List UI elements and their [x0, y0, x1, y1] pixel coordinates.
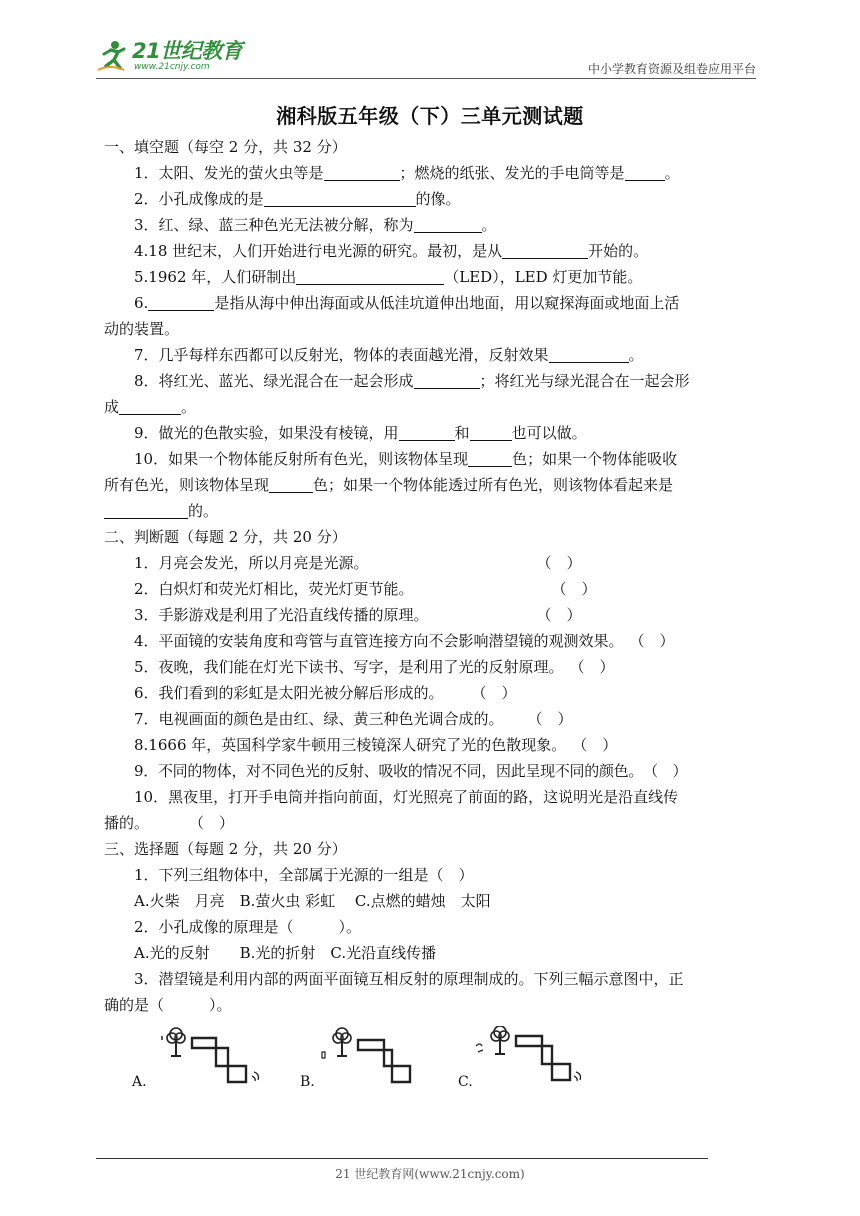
question-text: 9．不同的物体，对不同色光的反射、吸收的情况不同，因此呈现不同的颜色。 [134, 762, 644, 780]
answer-paren[interactable]: （ ） [189, 814, 235, 832]
judge-item [104, 706, 764, 732]
question-text: 10．如果一个物体能反射所有色光，则该物体呈现 [134, 450, 469, 468]
question-text: 3．红、绿、蓝三种色光无法被分解，称为 [134, 216, 414, 234]
answer-blank[interactable] [264, 189, 416, 207]
question-10 [104, 446, 764, 472]
question-text: 成 [104, 398, 120, 416]
question-text: 开始的。 [588, 242, 649, 260]
answer-blank[interactable] [470, 423, 512, 441]
question-text: 。 [664, 164, 680, 182]
figure-label-a[interactable]: A. [132, 1074, 147, 1090]
question-text: 2．白炽灯和荧光灯相比，荧光灯更节能。 [134, 580, 414, 598]
question-text: 5．夜晚，我们能在灯光下读书、写字，是利用了光的反射原理。 [134, 658, 564, 676]
question-text: 5.1962 年，人们研制出 [134, 268, 297, 286]
question-5 [104, 264, 764, 290]
answer-paren[interactable]: （ ） [569, 658, 615, 676]
choice-question-1: 1．下列三组物体中，全部属于光源的一组是（ ） [134, 866, 474, 884]
question-text: 。 [628, 346, 644, 364]
platform-label: 中小学教育资源及组卷应用平台 [587, 62, 756, 76]
periscope-diagram-b-icon[interactable] [318, 1026, 428, 1088]
answer-blank[interactable] [414, 215, 482, 233]
answer-paren[interactable]: （ ） [629, 632, 675, 650]
question-text: 3．手影游戏是利用了光沿直线传播的原理。 [134, 606, 429, 624]
question-6-cont: 动的装置。 [104, 320, 180, 338]
question-6 [104, 290, 764, 316]
footer-source[interactable]: 21 世纪教育网(www.21cnjy.com) [335, 1167, 525, 1181]
question-text: 9．做光的色散实验，如果没有棱镜，用 [134, 424, 399, 442]
answer-paren[interactable]: （ ） [551, 580, 597, 598]
answer-blank[interactable] [148, 293, 214, 311]
judge-item [104, 680, 764, 706]
question-10-cont [104, 472, 764, 498]
question-text: 。 [181, 398, 197, 416]
answer-blank[interactable] [414, 371, 480, 389]
page-title: 湘科版五年级（下）三单元测试题 [276, 104, 584, 128]
footer-divider [96, 1158, 708, 1159]
question-text: 1．太阳、发光的萤火虫等是 [134, 164, 324, 182]
question-text: 色；如果一个物体能吸收 [512, 450, 678, 468]
question-9 [104, 420, 764, 446]
question-text: 6．我们看到的彩虹是太阳光被分解后形成的。 [134, 684, 444, 702]
judge-item [104, 628, 764, 654]
runner-logo-icon [96, 40, 126, 72]
judge-item [104, 784, 764, 810]
page-header [96, 36, 756, 78]
answer-blank[interactable] [502, 241, 588, 259]
answer-blank[interactable] [296, 267, 444, 285]
question-8-cont [104, 394, 764, 420]
periscope-figures [104, 1026, 764, 1096]
question-text: 6. [134, 294, 149, 312]
periscope-diagram-a-icon[interactable] [154, 1026, 274, 1088]
answer-blank[interactable] [549, 345, 629, 363]
question-text: 1．月亮会发光，所以月亮是光源。 [134, 554, 369, 572]
question-text: 播的。 [104, 814, 150, 832]
question-10-cont2 [104, 498, 764, 524]
judge-item [104, 654, 764, 680]
choice-question-3: 3．潜望镜是利用内部的两面平面镜互相反射的原理制成的。下列三幅示意图中，正 [134, 970, 684, 988]
question-text: 7．几乎每样东西都可以反射光，物体的表面越光滑，反射效果 [134, 346, 549, 364]
question-text: 的像。 [415, 190, 461, 208]
judge-item [104, 576, 764, 602]
answer-paren[interactable]: （ ） [572, 736, 618, 754]
answer-paren[interactable]: （ ） [536, 554, 582, 572]
logo-text: 21世纪教育 [132, 39, 243, 63]
question-text: 8.1666 年，英国科学家牛顿用三棱镜深人研究了光的色散现象。 [134, 736, 567, 754]
judge-item [104, 758, 764, 784]
question-text: ；将红光与绿光混合在一起会形 [479, 372, 690, 390]
judge-item [104, 732, 764, 758]
figure-label-b[interactable]: B. [300, 1074, 315, 1090]
periscope-diagram-c-icon[interactable] [474, 1026, 594, 1088]
question-1 [104, 160, 764, 186]
section-heading: 二、判断题（每题 2 分，共 20 分） [104, 528, 347, 546]
answer-blank[interactable] [324, 163, 400, 181]
section-heading: 三、选择题（每题 2 分，共 20 分） [104, 840, 347, 858]
logo-url: www.21cnjy.com [134, 62, 210, 72]
judge-item [104, 550, 764, 576]
question-7 [104, 342, 764, 368]
choice-question-3-cont: 确的是（ ）。 [104, 996, 232, 1014]
answer-blank[interactable] [104, 501, 188, 519]
answer-blank[interactable] [399, 423, 455, 441]
question-text: ；燃烧的纸张、发光的手电筒等是 [399, 164, 625, 182]
question-text: 4．平面镜的安装角度和弯管与直管连接方向不会影响潜望镜的观测效果。 [134, 632, 624, 650]
question-text: 8．将红光、蓝光、绿光混合在一起会形成 [134, 372, 414, 390]
question-text: 4.18 世纪末，人们开始进行电光源的研究。最初，是从 [134, 242, 503, 260]
question-4 [104, 238, 764, 264]
answer-blank[interactable] [269, 475, 313, 493]
exam-content [104, 134, 764, 1096]
logo [96, 36, 242, 76]
judge-item-cont [104, 810, 764, 836]
answer-blank[interactable] [625, 163, 665, 181]
choice-question-2: 2．小孔成像的原理是（ ）。 [134, 918, 362, 936]
choice-options-2[interactable]: A.光的反射 B.光的折射 C.光沿直线传播 [134, 944, 437, 962]
answer-blank[interactable] [468, 449, 512, 467]
header-divider [96, 78, 756, 79]
question-text: 7．电视画面的颜色是由红、绿、黄三种色光调合成的。 [134, 710, 504, 728]
question-text: 是指从海中伸出海面或从低洼坑道伸出地面，用以窥探海面或地面上活 [214, 294, 680, 312]
answer-paren[interactable]: （ ） [536, 606, 582, 624]
question-text: 10．黑夜里，打开手电筒并指向前面，灯光照亮了前面的路，这说明光是沿直线传 [134, 788, 679, 806]
question-text: 也可以做。 [511, 424, 587, 442]
question-8 [104, 368, 764, 394]
question-2 [104, 186, 764, 212]
answer-paren[interactable]: （ ） [643, 762, 688, 780]
question-text: 的。 [188, 502, 219, 520]
section-heading: 一、填空题（每空 2 分，共 32 分） [104, 138, 347, 156]
question-text: 所有色光，则该物体呈现 [104, 476, 270, 494]
question-text: 2．小孔成像成的是 [134, 190, 264, 208]
answer-paren[interactable]: （ ） [471, 684, 517, 702]
judge-item [104, 602, 764, 628]
question-text: 。 [481, 216, 497, 234]
question-text: 和 [454, 424, 470, 442]
question-text: 色；如果一个物体能透过所有色光，则该物体看起来是 [313, 476, 674, 494]
question-3 [104, 212, 764, 238]
question-text: （LED），LED 灯更加节能。 [444, 268, 643, 286]
answer-paren[interactable]: （ ） [527, 710, 573, 728]
answer-blank[interactable] [119, 397, 181, 415]
choice-options-1[interactable]: A.火柴 月亮 B.萤火虫 彩虹 C.点燃的蜡烛 太阳 [134, 892, 491, 910]
figure-label-c[interactable]: C. [458, 1074, 473, 1090]
